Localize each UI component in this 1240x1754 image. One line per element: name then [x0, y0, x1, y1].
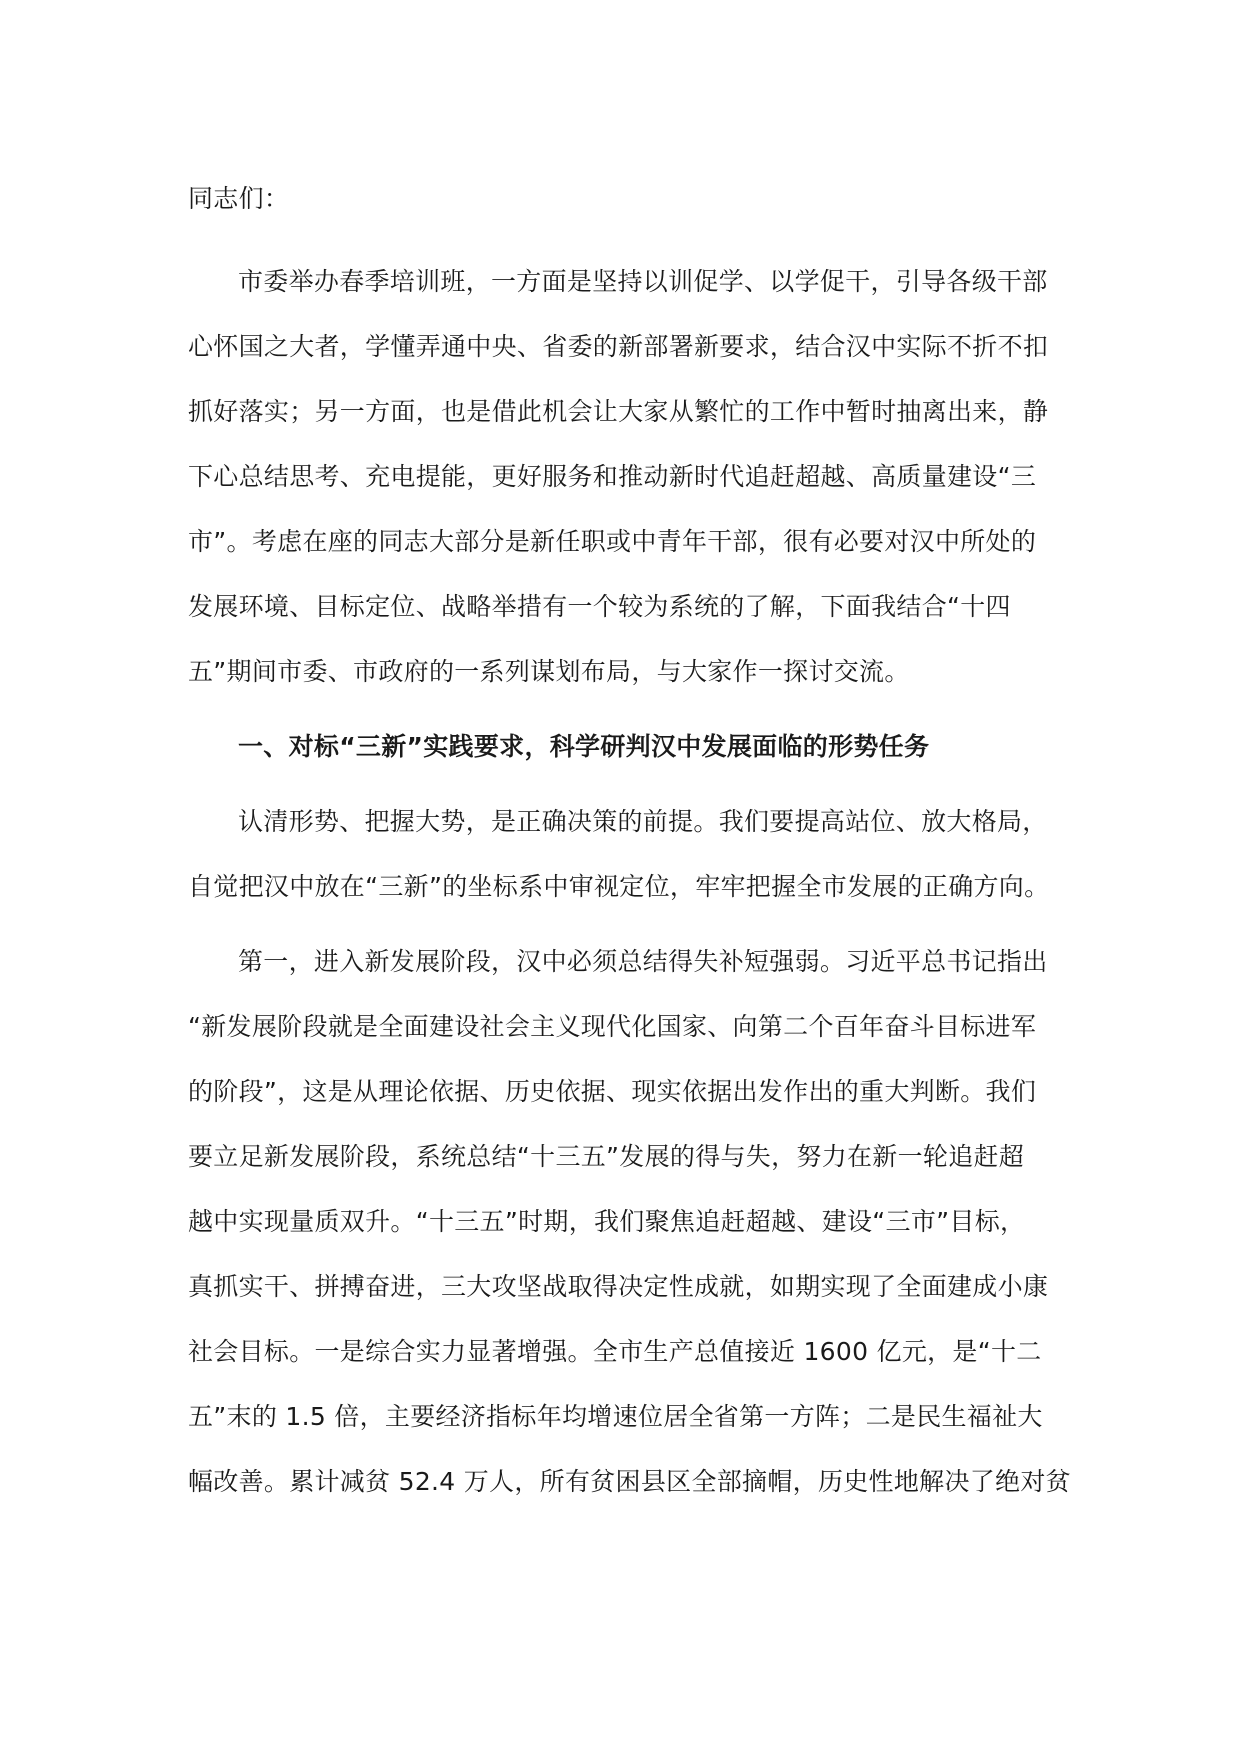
paragraph-3-line-7: 社会目标。一是综合实力显著增强。全市生产总值接近 1600 亿元，是“十二: [188, 1337, 1042, 1366]
paragraph-3-line-8: 五”末的 1.5 倍，主要经济指标年均增速位居全省第一方阵；二是民生福祉大: [188, 1402, 1043, 1431]
paragraph-1-line-3: 抓好落实；另一方面，也是借此机会让大家从繁忙的工作中暂时抽离出来，静: [188, 397, 1049, 426]
paragraph-1-line-7: 五”期间市委、市政府的一系列谋划布局，与大家作一探讨交流。: [188, 657, 910, 686]
paragraph-3-line-6: 真抓实干、拼搏奋进，三大攻坚战取得决定性成就，如期实现了全面建成小康: [188, 1272, 1049, 1301]
paragraph-1-line-1: 市委举办春季培训班，一方面是坚持以训促学、以学促干，引导各级干部: [238, 267, 1048, 296]
paragraph-2-line-1: 认清形势、把握大势，是正确决策的前提。我们要提高站位、放大格局，: [238, 807, 1048, 836]
paragraph-1-line-6: 发展环境、目标定位、战略举措有一个较为系统的了解，下面我结合“十四: [188, 592, 1011, 621]
salutation: 同志们：: [188, 184, 290, 213]
document-body: [188, 166, 1071, 1514]
section-heading: 一、对标“三新”实践要求，科学研判汉中发展面临的形势任务: [238, 732, 930, 761]
paragraph-1-line-2: 心怀国之大者，学懂弄通中央、省委的新部署新要求，结合汉中实际不折不扣: [188, 332, 1049, 361]
paragraph-3-line-5: 越中实现量质双升。“十三五”时期，我们聚焦追赶超越、建设“三市”目标，: [188, 1207, 1026, 1236]
paragraph-3-line-9: 幅改善。累计减贫 52.4 万人，所有贫困县区全部摘帽，历史性地解决了绝对贫: [188, 1467, 1071, 1496]
paragraph-3-line-3: 的阶段”，这是从理论依据、历史依据、现实依据出发作出的重大判断。我们: [188, 1077, 1037, 1106]
paragraph-3-line-2: “新发展阶段就是全面建设社会主义现代化国家、向第二个百年奋斗目标进军: [188, 1012, 1037, 1041]
paragraph-1-line-4: 下心总结思考、充电提能，更好服务和推动新时代追赶超越、高质量建设“三: [188, 462, 1037, 491]
paragraph-3-line-1: 第一，进入新发展阶段，汉中必须总结得失补短强弱。习近平总书记指出: [238, 947, 1048, 976]
paragraph-3-line-4: 要立足新发展阶段，系统总结“十三五”发展的得与失，努力在新一轮追赶超: [188, 1142, 1025, 1171]
paragraph-1-line-5: 市”。考虑在座的同志大部分是新任职或中青年干部，很有必要对汉中所处的: [188, 527, 1037, 556]
paragraph-2-line-2: 自觉把汉中放在“三新”的坐标系中审视定位，牢牢把握全市发展的正确方向。: [188, 872, 1050, 901]
